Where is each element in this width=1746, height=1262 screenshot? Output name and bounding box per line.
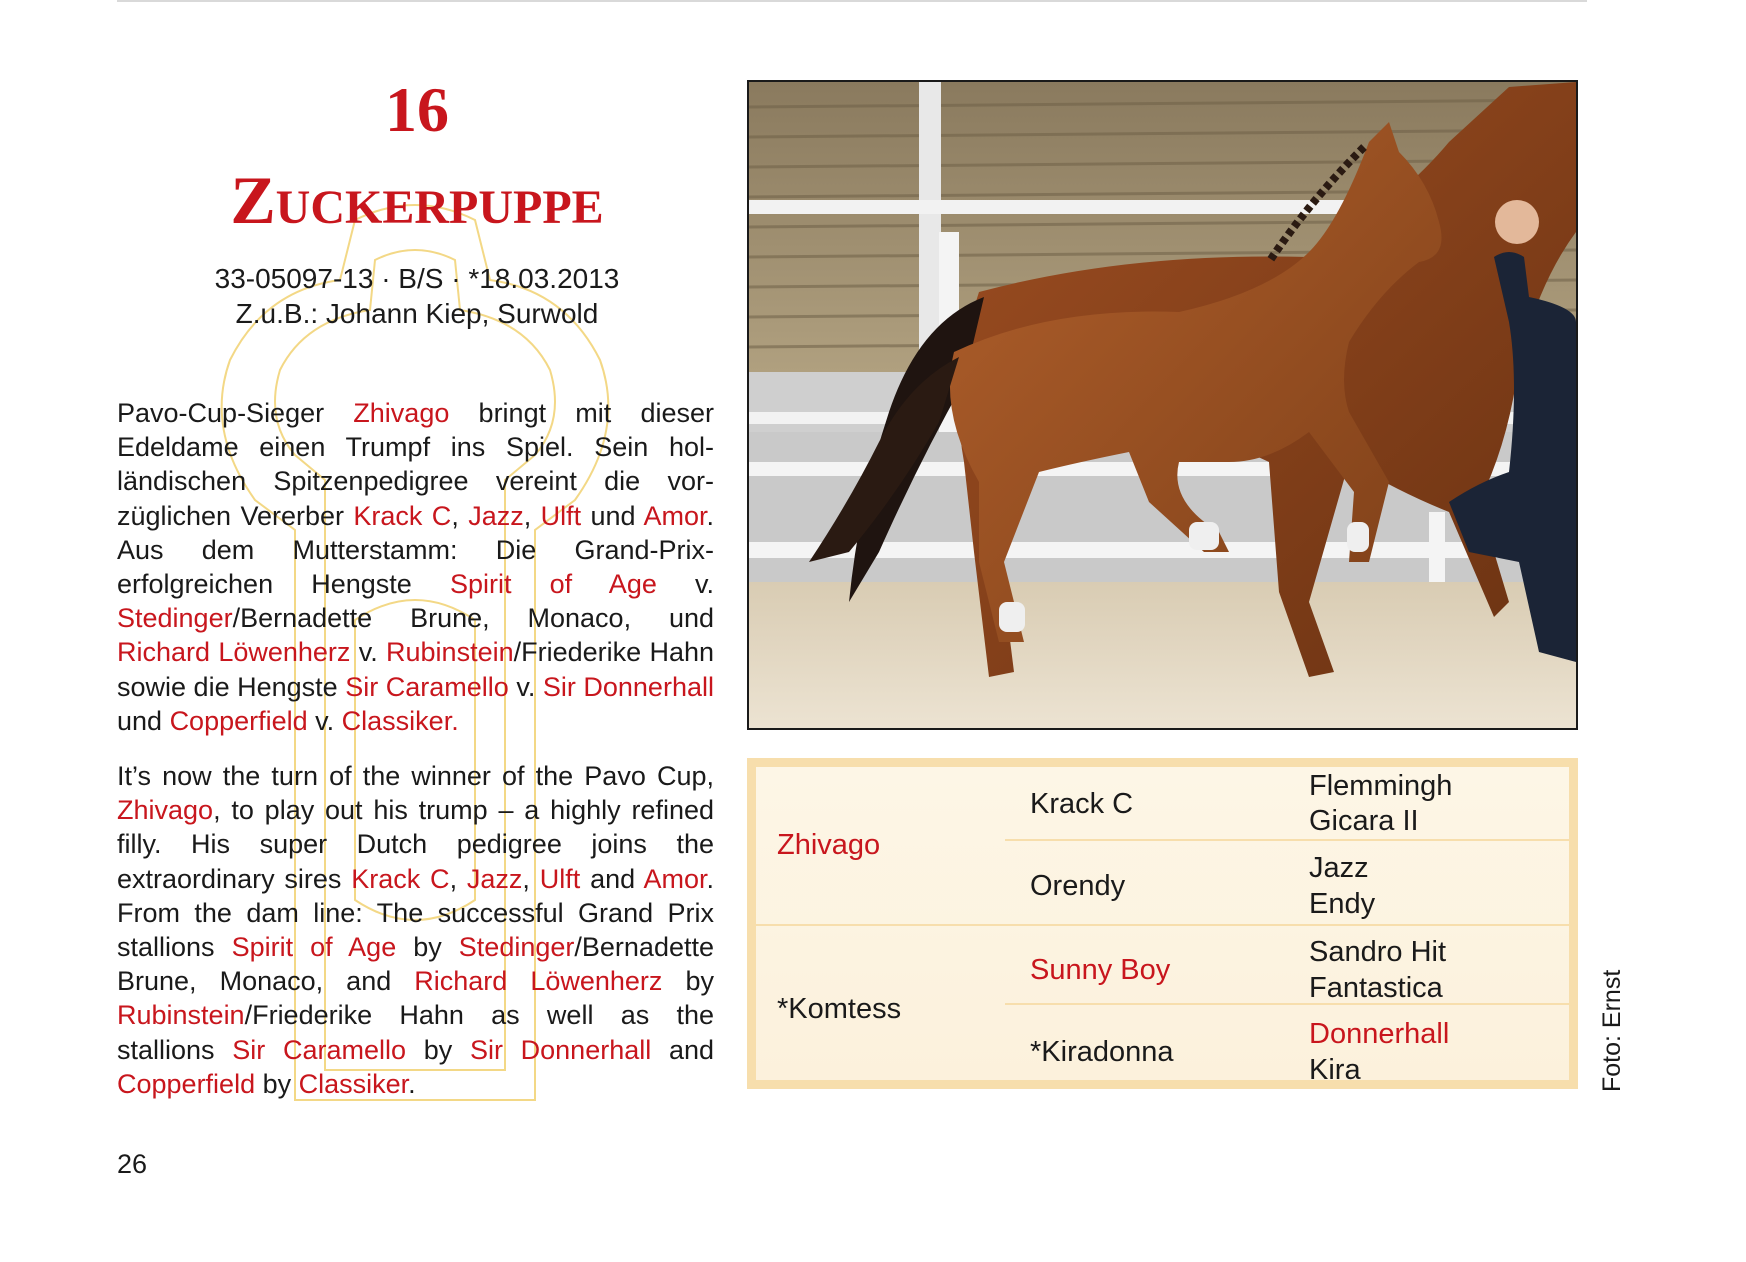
horse-name-ref: Sir Caramello	[345, 671, 509, 702]
description-english	[117, 759, 714, 1101]
pedigree-sire-dam: Orendy	[1030, 870, 1126, 902]
horse-name: Zuckerpuppe	[230, 162, 604, 238]
pedigree-table	[747, 758, 1578, 1089]
text-run: and	[580, 863, 644, 894]
horse-name-ref: Copperfield	[117, 1068, 256, 1099]
horse-name-ref: Copperfield	[169, 705, 308, 736]
text-run: ,	[451, 500, 469, 531]
text-run: /Bernadette Brune, Monaco, und	[232, 603, 714, 634]
horse-name-ref: Rubinstein	[117, 1000, 245, 1031]
text-run: . From the dam line: The successful Grand Prix stallions	[117, 863, 714, 963]
horse-photo	[747, 80, 1578, 730]
pedigree-ggp-4: Endy	[1309, 888, 1376, 920]
text-run: It’s now the turn of the winner of the Pavo Cup,	[117, 761, 714, 791]
pedigree-ggp-2: Gicara II	[1309, 805, 1419, 837]
pedigree-ggp-8: Kira	[1309, 1054, 1361, 1086]
pedigree-sire: Zhivago	[777, 829, 881, 861]
text-run: ,	[522, 863, 540, 894]
horse-name-ref: Sir Donnerhall	[542, 671, 714, 702]
pedigree-sire-sire: Krack C	[1030, 788, 1134, 820]
pedigree-ggp-5: Sandro Hit	[1309, 936, 1447, 968]
text-run: .	[408, 1068, 416, 1099]
registration-info: 33-05097-13 · B/S · *18.03.2013	[214, 263, 620, 294]
horse-name-ref: Sir Caramello	[232, 1034, 406, 1065]
pedigree-divider	[756, 924, 1569, 926]
breeder-info: Z.u.B.: Johann Kiep, Surwold	[235, 298, 599, 329]
text-run: v.	[307, 705, 342, 736]
pedigree-ggp-7: Donnerhall	[1309, 1018, 1450, 1050]
text-run: v.	[656, 569, 715, 600]
horse-name-ref: Stedinger	[458, 932, 575, 963]
pedigree-divider	[1005, 1003, 1569, 1005]
horse-name-ref: Stedinger	[117, 603, 233, 634]
text-run: und	[581, 500, 644, 531]
text-run: by	[255, 1068, 299, 1099]
text-run: ,	[523, 500, 541, 531]
pedigree-ggp-3: Jazz	[1309, 852, 1369, 884]
text-run: by	[406, 1034, 470, 1065]
text-run: , to play out his trump – a highly refined filly. His super Dutch pedigree joins the extraordinary sires	[117, 795, 714, 894]
top-rule	[117, 0, 1587, 2]
horse-name-ref: Classiker.	[341, 705, 459, 736]
horse-name-ref: Zhivago	[117, 795, 214, 826]
horse-name-ref: Spirit of Age	[449, 569, 657, 600]
horse-name-ref: Richard Löwenherz	[414, 966, 663, 997]
text-run: bringt mit dieser Edeldame einen Trumpf ins Spiel. Sein holländischen Spitzenpedigree vereint die vorzüglichen Vererber	[117, 398, 714, 531]
pedigree-ggp-6: Fantastica	[1309, 972, 1443, 1004]
text-run: v.	[508, 671, 543, 702]
text-run: und	[117, 705, 170, 736]
horse-name-ref: Amor	[643, 500, 707, 531]
pedigree-divider	[1005, 839, 1569, 841]
horse-name-ref: Rubinstein	[386, 637, 514, 668]
description-german	[117, 396, 714, 738]
horse-name-ref: Jazz	[466, 863, 523, 894]
photo-credit: Foto: Ernst	[1598, 969, 1626, 1092]
text-run: /Friederike Hahn sowie die Hengste	[117, 637, 714, 702]
horse-name-ref: Sir Donnerhall	[469, 1034, 652, 1065]
horse-name-ref: Krack C	[351, 863, 450, 894]
text-run: /Bernadette Brune, Monaco, and	[117, 932, 714, 997]
text-run: Pavo-Cup-Sieger	[117, 398, 354, 428]
page-number: 26	[117, 1149, 148, 1179]
horse-name-ref: Spirit of Age	[231, 932, 397, 963]
pedigree-ggp-1: Flemmingh	[1309, 770, 1453, 802]
text-run: by	[662, 966, 714, 997]
text-run: by	[396, 932, 459, 963]
horse-name-ref: Classiker	[298, 1068, 409, 1099]
horse-name-ref: Richard Löwenherz	[117, 637, 351, 668]
pedigree-dam-sire: Sunny Boy	[1030, 954, 1171, 986]
text-run: and	[651, 1034, 714, 1065]
text-run: ,	[449, 863, 467, 894]
horse-name-ref: Ulft	[540, 500, 582, 531]
pedigree-dam-dam: *Kiradonna	[1030, 1036, 1174, 1068]
pedigree-panel	[756, 767, 1569, 1086]
text-run: /Friederike Hahn as well as the stallions	[117, 1000, 714, 1065]
horse-name-ref: Amor	[643, 863, 707, 894]
lot-number: 16	[385, 74, 449, 145]
text-run: v.	[350, 637, 387, 668]
horse-name-ref: Ulft	[539, 863, 581, 894]
pedigree-dam: *Komtess	[777, 993, 902, 1025]
horse-name-ref: Krack C	[353, 500, 452, 531]
horse-name-ref: Zhivago	[353, 398, 450, 428]
horse-name-ref: Jazz	[468, 500, 524, 531]
text-run: . Aus dem Mutterstamm: Die Grand-Prix-erfolgreichen Hengste	[117, 500, 714, 600]
photo-illustration	[749, 82, 1576, 728]
